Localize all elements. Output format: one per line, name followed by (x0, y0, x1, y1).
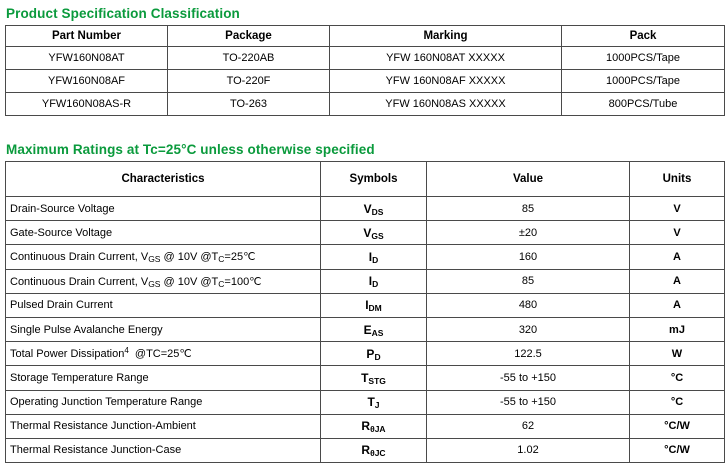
cell-units: V (630, 221, 725, 245)
column-header-characteristics: Characteristics (6, 162, 321, 197)
table-row (6, 366, 725, 390)
cell-symbol: $V_{GS}$ (321, 221, 427, 245)
cell-part-number: YFW160N08AS-R (6, 93, 168, 116)
cell-value: 160 (427, 245, 630, 269)
classification-table-body (6, 47, 725, 116)
cell-units: V (630, 197, 725, 221)
column-header-part-number: Part Number (6, 26, 168, 47)
column-header-package: Package (168, 26, 330, 47)
cell-characteristic: Storage Temperature Range (6, 366, 321, 390)
classification-section-title: Product Specification Classification (6, 6, 240, 21)
maximum-ratings-table-body (6, 197, 725, 463)
cell-part-number: YFW160N08AT (6, 47, 168, 70)
cell-units: A (630, 293, 725, 317)
table-row (6, 197, 725, 221)
ratings-section-title: Maximum Ratings at Tc=25°C unless otherwise specified (6, 142, 375, 157)
cell-marking: YFW 160N08AT XXXXX (330, 47, 562, 70)
cell-characteristic: Operating Junction Temperature Range (6, 390, 321, 414)
table-row (6, 70, 725, 93)
cell-value: 480 (427, 293, 630, 317)
table-row (6, 221, 725, 245)
table-row (6, 93, 725, 116)
cell-symbol: $R_{\theta JA}$ (321, 414, 427, 438)
cell-symbol: $I_{DM}$ (321, 293, 427, 317)
cell-marking: YFW 160N08AF XXXXX (330, 70, 562, 93)
cell-characteristic: Pulsed Drain Current (6, 293, 321, 317)
cell-characteristic: Continuous Drain Current, $V_{GS}$ @ 10V $@T_C=25℃$ (6, 245, 321, 269)
cell-units: °C/W (630, 414, 725, 438)
cell-units: °C (630, 390, 725, 414)
cell-symbol: $R_{\theta JC}$ (321, 438, 427, 462)
table-row (6, 390, 725, 414)
cell-symbol: $P_D$ (321, 342, 427, 366)
section-spacer (2, 116, 723, 142)
cell-units: W (630, 342, 725, 366)
cell-units: °C (630, 366, 725, 390)
cell-value: ±20 (427, 221, 630, 245)
classification-table (5, 25, 725, 116)
table-row (6, 269, 725, 293)
cell-units: mJ (630, 317, 725, 341)
table-row (6, 317, 725, 341)
cell-value: 1.02 (427, 438, 630, 462)
table-row (6, 342, 725, 366)
cell-characteristic: Drain-Source Voltage (6, 197, 321, 221)
cell-symbol: $I_D$ (321, 245, 427, 269)
cell-package: TO-220F (168, 70, 330, 93)
cell-value: 85 (427, 269, 630, 293)
cell-units: °C/W (630, 438, 725, 462)
cell-symbol: $T_J$ (321, 390, 427, 414)
table-header-row (6, 26, 725, 47)
column-header-pack: Pack (562, 26, 725, 47)
column-header-marking: Marking (330, 26, 562, 47)
cell-value: 85 (427, 197, 630, 221)
cell-characteristic: Continuous Drain Current, $V_{GS}$ @ 10V $@T_C=100℃$ (6, 269, 321, 293)
cell-value: 122.5 (427, 342, 630, 366)
cell-characteristic: Gate-Source Voltage (6, 221, 321, 245)
table-row (6, 245, 725, 269)
cell-package: TO-263 (168, 93, 330, 116)
maximum-ratings-table (5, 161, 725, 463)
cell-pack: 800PCS/Tube (562, 93, 725, 116)
cell-symbol: $V_{DS}$ (321, 197, 427, 221)
cell-characteristic: Thermal Resistance Junction-Case (6, 438, 321, 462)
column-header-value: Value (427, 162, 630, 197)
cell-value: -55 to +150 (427, 390, 630, 414)
table-row (6, 438, 725, 462)
cell-symbol: $E_{AS}$ (321, 317, 427, 341)
column-header-units: Units (630, 162, 725, 197)
cell-characteristic: Thermal Resistance Junction-Ambient (6, 414, 321, 438)
table-row (6, 47, 725, 70)
cell-value: 62 (427, 414, 630, 438)
cell-pack: 1000PCS/Tape (562, 70, 725, 93)
cell-units: A (630, 245, 725, 269)
cell-package: TO-220AB (168, 47, 330, 70)
cell-value: 320 (427, 317, 630, 341)
cell-units: A (630, 269, 725, 293)
cell-value: -55 to +150 (427, 366, 630, 390)
cell-part-number: YFW160N08AF (6, 70, 168, 93)
cell-pack: 1000PCS/Tape (562, 47, 725, 70)
cell-characteristic: Total Power Dissipation$^4$ @TC=25℃ (6, 342, 321, 366)
cell-symbol: $T_{STG}$ (321, 366, 427, 390)
table-row (6, 414, 725, 438)
table-row (6, 293, 725, 317)
table-header-row (6, 162, 725, 197)
cell-marking: YFW 160N08AS XXXXX (330, 93, 562, 116)
cell-characteristic: Single Pulse Avalanche Energy (6, 317, 321, 341)
column-header-symbols: Symbols (321, 162, 427, 197)
cell-symbol: $I_D$ (321, 269, 427, 293)
